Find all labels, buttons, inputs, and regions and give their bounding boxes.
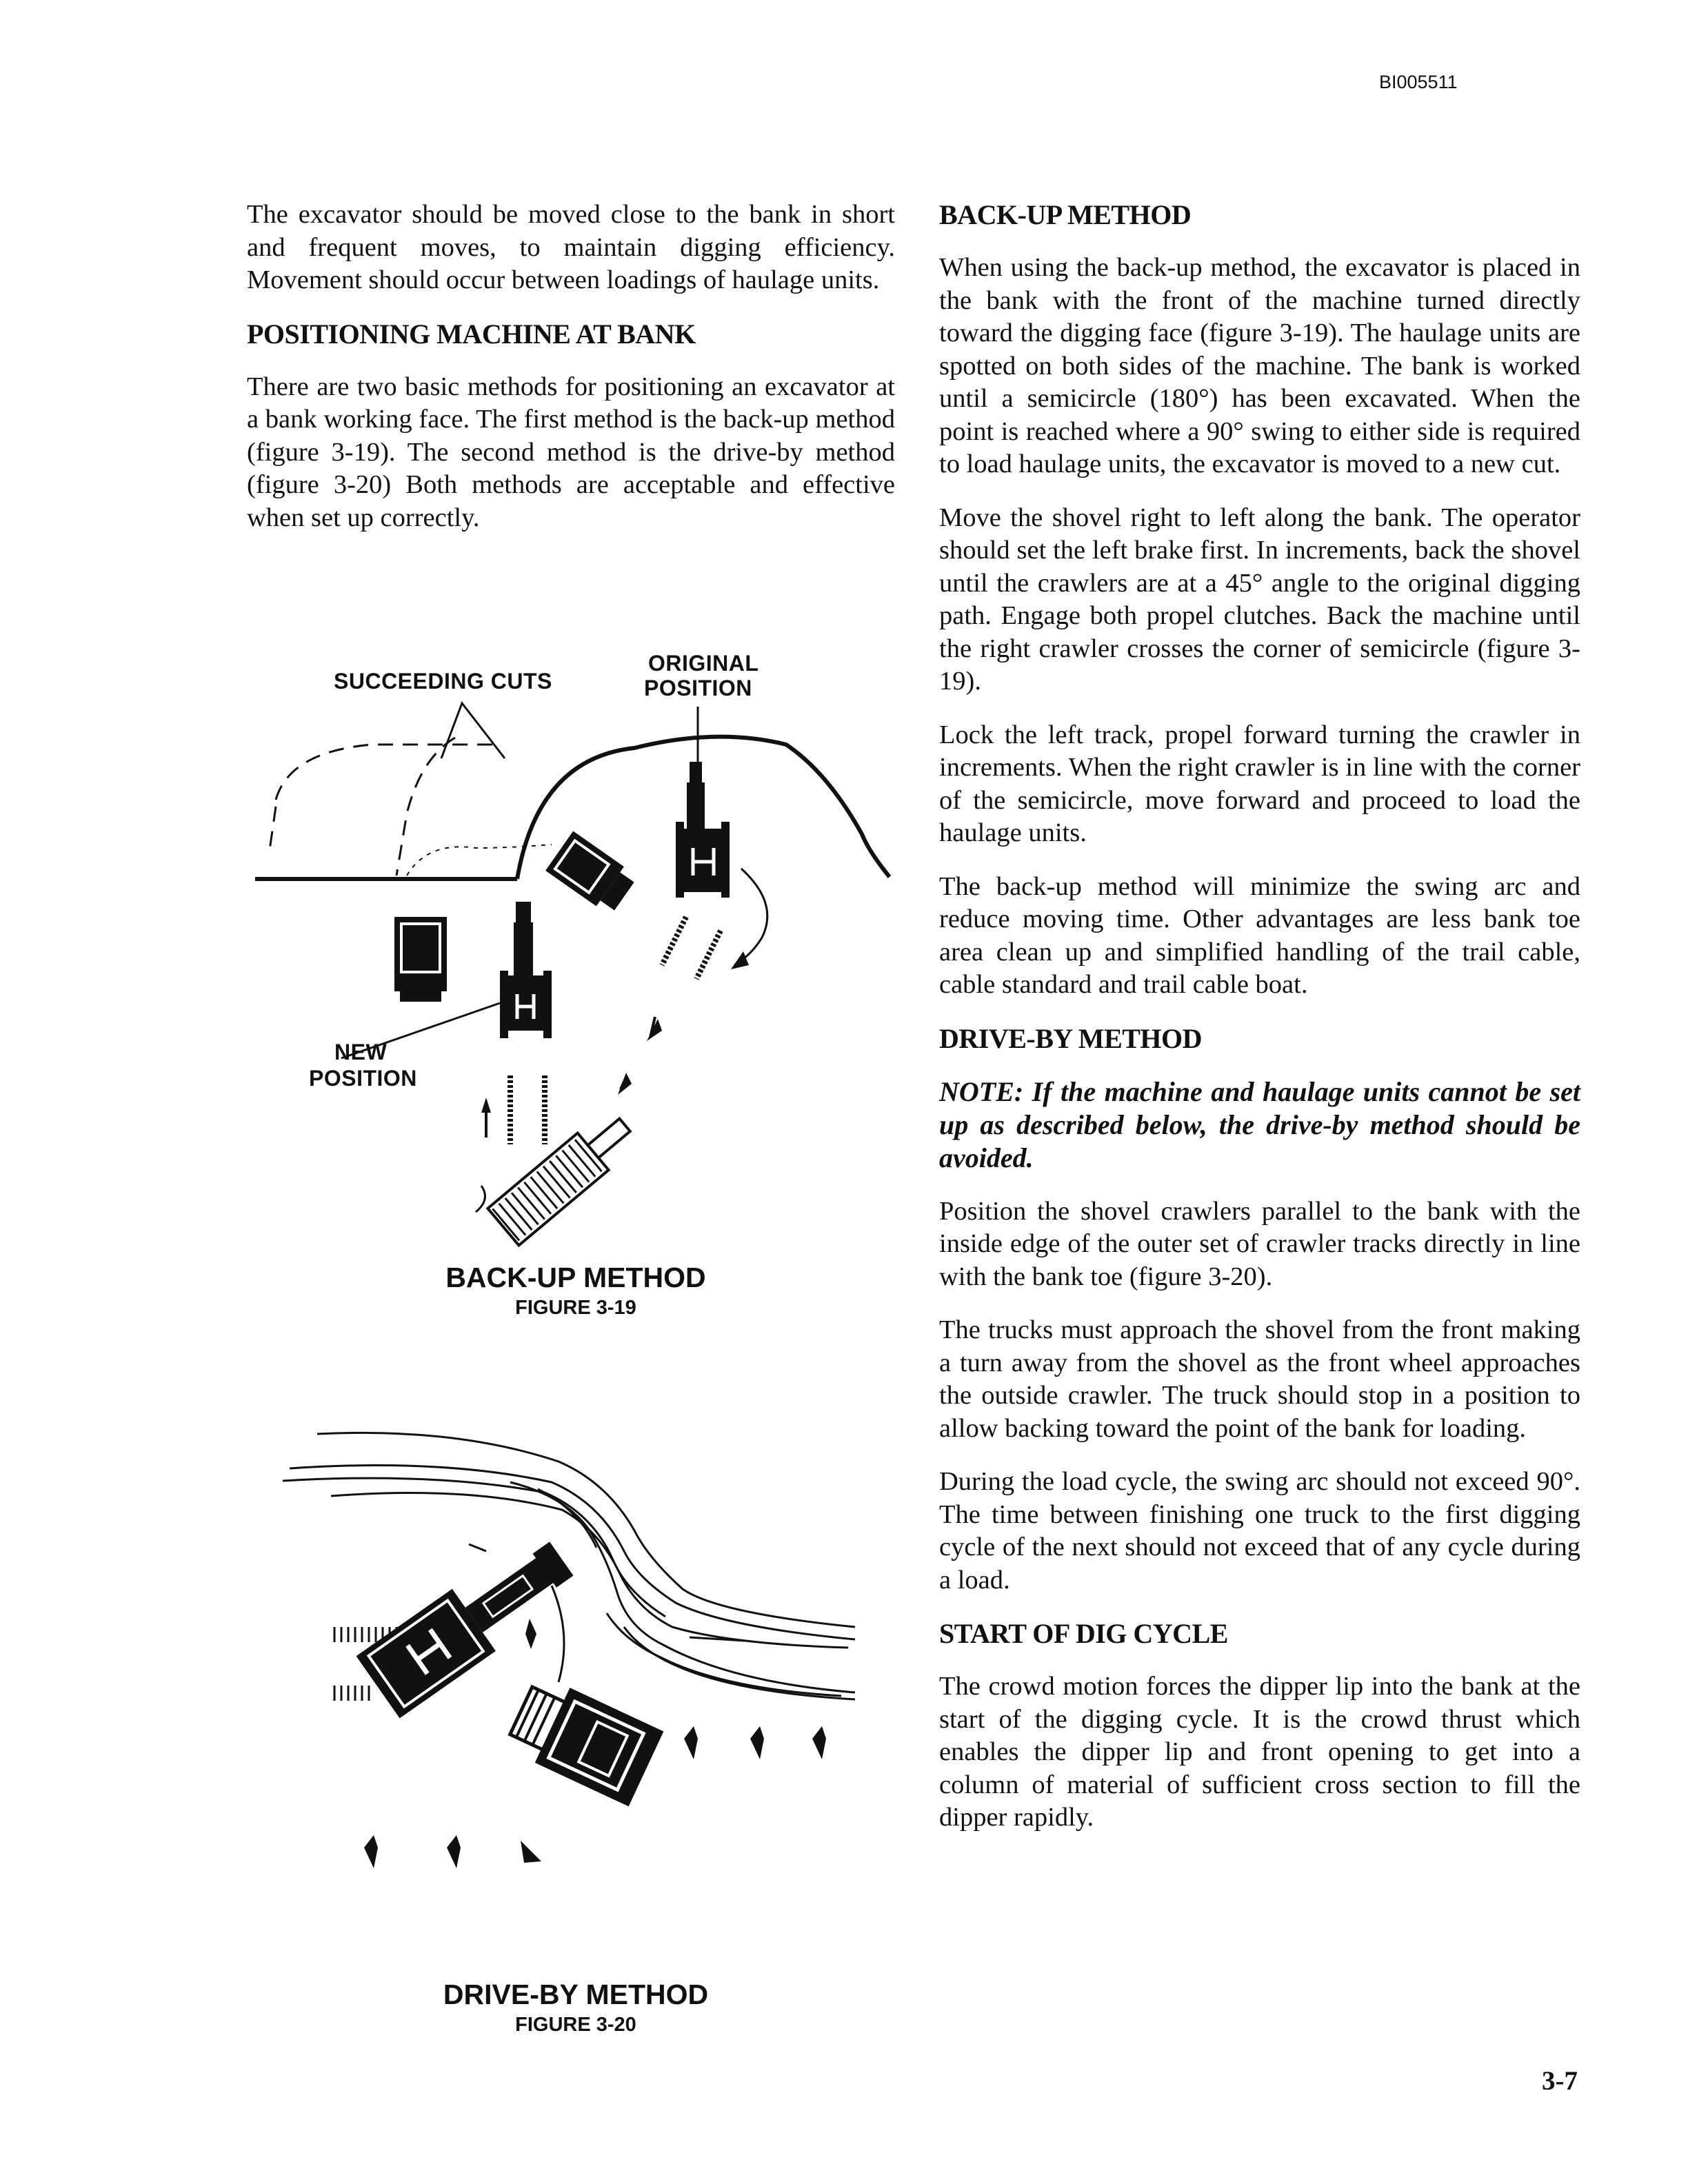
driveby-method-heading: DRIVE-BY METHOD (939, 1022, 1203, 1054)
document-id: BI005511 (1379, 72, 1458, 92)
intro-paragraph: The excavator should be moved close to the bank in short and frequent moves, to maintain digging efficiency. Movement should occur between loadings of haulage units. (247, 200, 895, 294)
shovel-drive-by (356, 1528, 583, 1719)
track-marks-vertical (510, 1075, 545, 1144)
driveby-paragraph-3: During the load cycle, the swing arc should not exceed 90°. The time between finishing one truck to the first digging cycle of the next should not exceed that of any cycle during a load. (939, 1467, 1580, 1595)
backup-paragraph-1: When using the back-up method, the excavator is placed in the bank with the front of the machine turned directly toward the digging face (figure 3-19). The haulage units are spotted on both sides of the machine. The bank is worked until a semicircle (180°) has been excavated. When the point is reached where a 90° swing to either side is required to load haulage units, the excavator is moved to a new cut. (939, 253, 1580, 478)
figure-3-19 (248, 641, 903, 1324)
truck-path-arrow-upper (525, 1619, 536, 1649)
truck-departure-arrow (521, 1841, 541, 1863)
turn-arrow (476, 1186, 485, 1212)
haulage-truck-drive-by (503, 1673, 663, 1806)
succeeding-cut-outer-arc (276, 745, 496, 800)
travel-arrow-2 (618, 1073, 632, 1095)
figure-3-20 (248, 1420, 903, 2041)
succeeding-cut-left-edge (269, 807, 276, 855)
dig-cycle-heading: START OF DIG CYCLE (939, 1618, 1228, 1649)
figure-3-19-title: BACK-UP METHOD (445, 1262, 706, 1293)
swing-arc (552, 1586, 564, 1682)
swing-arc-arrow (734, 869, 767, 965)
page-number: 3-7 (1542, 2066, 1578, 2096)
left-column (247, 199, 895, 555)
positioning-heading: POSITIONING MACHINE AT BANK (247, 318, 696, 350)
backup-method-heading: BACK-UP METHOD (939, 199, 1192, 230)
shovel-backing-diagonal (488, 1106, 640, 1245)
driveby-paragraph-1: Position the shovel crawlers parallel to the bank with the inside edge of the outer set of crawler tracks directly in line with the bank toe (figure 3-20). (939, 1196, 1580, 1291)
figure-3-20-caption (248, 1979, 903, 2036)
swing-arrowhead (731, 951, 749, 969)
figure-3-19-caption (248, 1262, 903, 1320)
driveby-paragraph-2: The trucks must approach the shovel from the front making a turn away from the shovel as the front wheel approaches the outside crawler. The truck should stop in a position to allow backing toward the point of the bank for loading. (939, 1315, 1580, 1443)
label-succeeding-cuts: SUCCEEDING CUTS (334, 669, 552, 694)
label-position-new: POSITION (309, 1066, 417, 1091)
figure-3-20-number: FIGURE 3-20 (515, 2014, 636, 2036)
shovel-original-position (676, 762, 730, 898)
backup-paragraph-3: Lock the left track, propel forward turning the crawler in increments. When the right crawler is in line with the corner of the semicircle, move forward and proceed to load the haulage units. (939, 720, 1580, 847)
succeeding-cut-inner-arc (396, 738, 455, 876)
backup-paragraph-4: The back-up method will minimize the swing arc and reduce moving time. Other advantages are less bank toe area clean up and simplified handling of the trail cable, cable standard and trail cable boat. (939, 871, 1580, 999)
bank-tick-mark (469, 1544, 486, 1551)
shovel-new-position (500, 902, 552, 1038)
up-arrow-head (481, 1098, 491, 1113)
figure-3-20-title: DRIVE-BY METHOD (443, 1979, 709, 2010)
track-marks-diagonal (662, 917, 721, 979)
label-original: ORIGINAL (648, 651, 759, 676)
haulage-truck-upper (545, 831, 638, 916)
right-column (939, 199, 1580, 1855)
label-new: NEW (334, 1040, 388, 1064)
figure-3-19-number: FIGURE 3-19 (515, 1297, 636, 1319)
new-cut-dotted-arc (407, 845, 552, 876)
positioning-paragraph: There are two basic methods for positioning an excavator at a bank working face. The first method is the back-up method (figure 3-19). The second method is the drive-by method (figure 3-20) Both methods are acceptable and effective when set up correctly. (247, 372, 895, 532)
label-position-original: POSITION (644, 676, 752, 700)
drive-by-method-diagram (248, 1420, 903, 1972)
driveby-note: NOTE: If the machine and haulage units cannot be set up as described below, the drive-by method should be avoided. (939, 1075, 1580, 1173)
dig-cycle-paragraph: The crowd motion forces the dipper lip into the bank at the start of the digging cycle. It is the crowd thrust which enables the dipper lip and front opening to get into a column of material of sufficient cross section to fill the dipper rapidly. (939, 1672, 1580, 1832)
backup-method-diagram (248, 641, 903, 1324)
haulage-truck-left (394, 917, 447, 1002)
backup-paragraph-2: Move the shovel right to left along the bank. The operator should set the left brake first. In increments, back the shovel until the crawlers are at a 45° angle to the original digging path. Engage both propel clutches. Back the machine until the right crawler crosses the corner of semicircle (figure 3-19). (939, 503, 1580, 696)
succeeding-cuts-pointer (441, 703, 505, 758)
